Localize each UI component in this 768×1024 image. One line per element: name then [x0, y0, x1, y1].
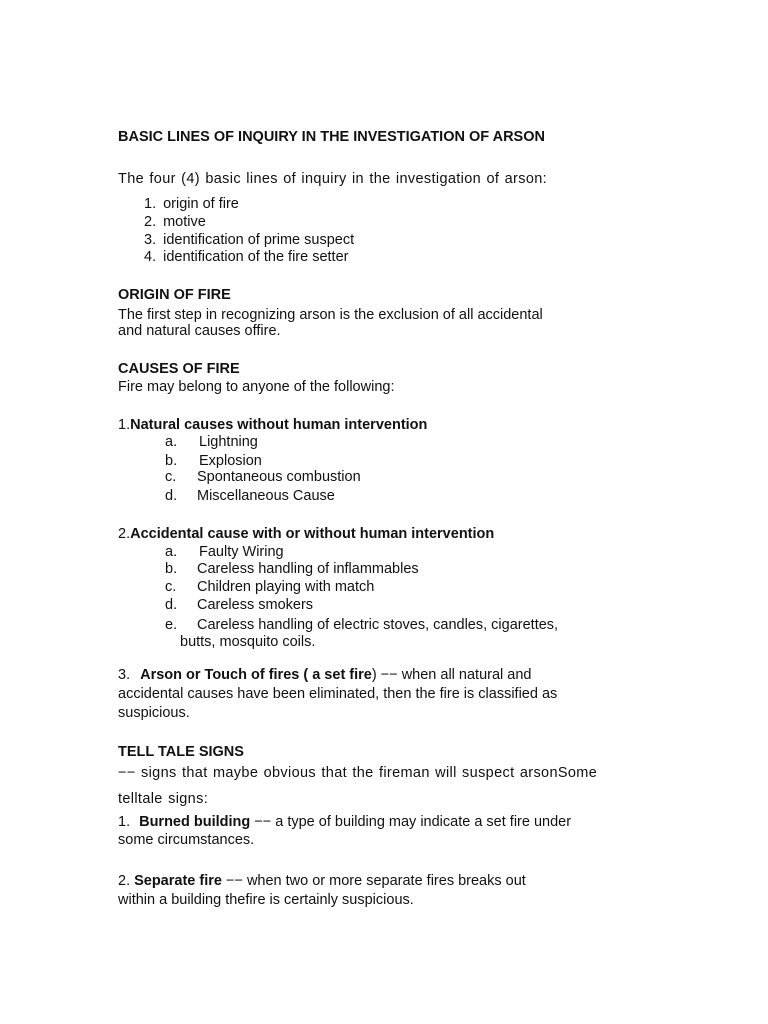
document-title: BASIC LINES OF INQUIRY IN THE INVESTIGATION OF ARSON: [118, 129, 545, 145]
list-item: [165, 579, 374, 596]
section-number: 1.: [118, 417, 131, 433]
list-item: [165, 453, 262, 470]
list-item-text: Lightning: [199, 434, 258, 450]
list-item: [144, 214, 206, 231]
arson-text-line: suspicious.: [118, 705, 190, 721]
list-item-text: identification of prime suspect: [163, 232, 355, 248]
section-number: 3.: [118, 667, 131, 683]
section-number: 1.: [118, 814, 131, 830]
separate-fire-text: −− when two or more separate fires breaks out: [221, 873, 526, 889]
list-item-text: Miscellaneous Cause: [197, 488, 335, 504]
separate-fire-title: Separate fire: [134, 873, 222, 889]
list-item: [165, 561, 419, 578]
list-letter: c.: [165, 469, 177, 485]
list-letter: b.: [165, 453, 178, 469]
burned-building-title: Burned building: [139, 814, 251, 830]
list-item-text: Careless handling of inflammables: [197, 561, 419, 577]
list-letter: a.: [165, 434, 178, 450]
section-number: 2.: [118, 873, 131, 889]
list-letter: a.: [165, 544, 178, 560]
list-item: [144, 249, 348, 266]
list-item-text: Children playing with match: [197, 579, 375, 595]
arson-title: Arson or Touch of fires ( a set fire: [140, 667, 372, 683]
telltale-intro-line: telltale signs:: [118, 791, 209, 807]
list-number: 4.: [144, 249, 157, 265]
list-item-continuation: butts, mosquito coils.: [180, 634, 316, 650]
list-item: [165, 597, 313, 614]
natural-causes-heading: [118, 417, 427, 434]
list-number: 1.: [144, 196, 157, 212]
origin-text-line: The first step in recognizing arson is the exclusion of all accidental: [118, 307, 543, 323]
list-item: [144, 232, 354, 249]
list-item-text: Spontaneous combustion: [197, 469, 361, 485]
origin-text-line: and natural causes offire.: [118, 323, 281, 339]
list-item: [144, 196, 239, 213]
list-letter: d.: [165, 597, 178, 613]
list-item: [165, 544, 284, 561]
accidental-causes-heading: [118, 526, 494, 543]
list-letter: d.: [165, 488, 178, 504]
natural-causes-title: Natural causes without human intervention: [130, 417, 428, 433]
list-item-text: Careless smokers: [197, 597, 314, 613]
causes-heading: CAUSES OF FIRE: [118, 361, 240, 377]
list-item: [165, 434, 258, 451]
origin-heading: ORIGIN OF FIRE: [118, 287, 231, 303]
telltale-intro-line: −− signs that maybe obvious that the fireman will suspect arsonSome: [118, 765, 598, 781]
list-item-text: Explosion: [199, 453, 262, 469]
separate-fire-text-line: within a building thefire is certainly suspicious.: [118, 892, 414, 908]
section-number: 2.: [118, 526, 131, 542]
list-item: [165, 469, 361, 486]
list-letter: e.: [165, 617, 178, 633]
list-number: 3.: [144, 232, 157, 248]
list-number: 2.: [144, 214, 157, 230]
burned-building-text: −− a type of building may indicate a set fire under: [250, 814, 572, 830]
list-item-text: origin of fire: [163, 196, 239, 212]
intro-text: The four (4) basic lines of inquiry in the investigation of arson:: [118, 171, 548, 187]
list-item: [165, 488, 335, 505]
burned-building-text-line: some circumstances.: [118, 832, 255, 848]
separate-fire-item: [118, 873, 526, 890]
list-item-text: identification of the fire setter: [163, 249, 349, 265]
telltale-heading: TELL TALE SIGNS: [118, 744, 244, 760]
list-item-text: Faulty Wiring: [199, 544, 284, 560]
arson-heading: [118, 667, 531, 684]
burned-building-item: [118, 814, 571, 831]
list-letter: c.: [165, 579, 177, 595]
list-item-text: motive: [163, 214, 206, 230]
list-item: [165, 617, 558, 634]
causes-intro: Fire may belong to anyone of the following:: [118, 379, 395, 395]
arson-text: ) −− when all natural and: [371, 667, 532, 683]
list-item-text: Careless handling of electric stoves, candles, cigarettes,: [197, 617, 559, 633]
accidental-causes-title: Accidental cause with or without human intervention: [130, 526, 495, 542]
list-letter: b.: [165, 561, 178, 577]
arson-text-line: accidental causes have been eliminated, then the fire is classified as: [118, 686, 558, 702]
